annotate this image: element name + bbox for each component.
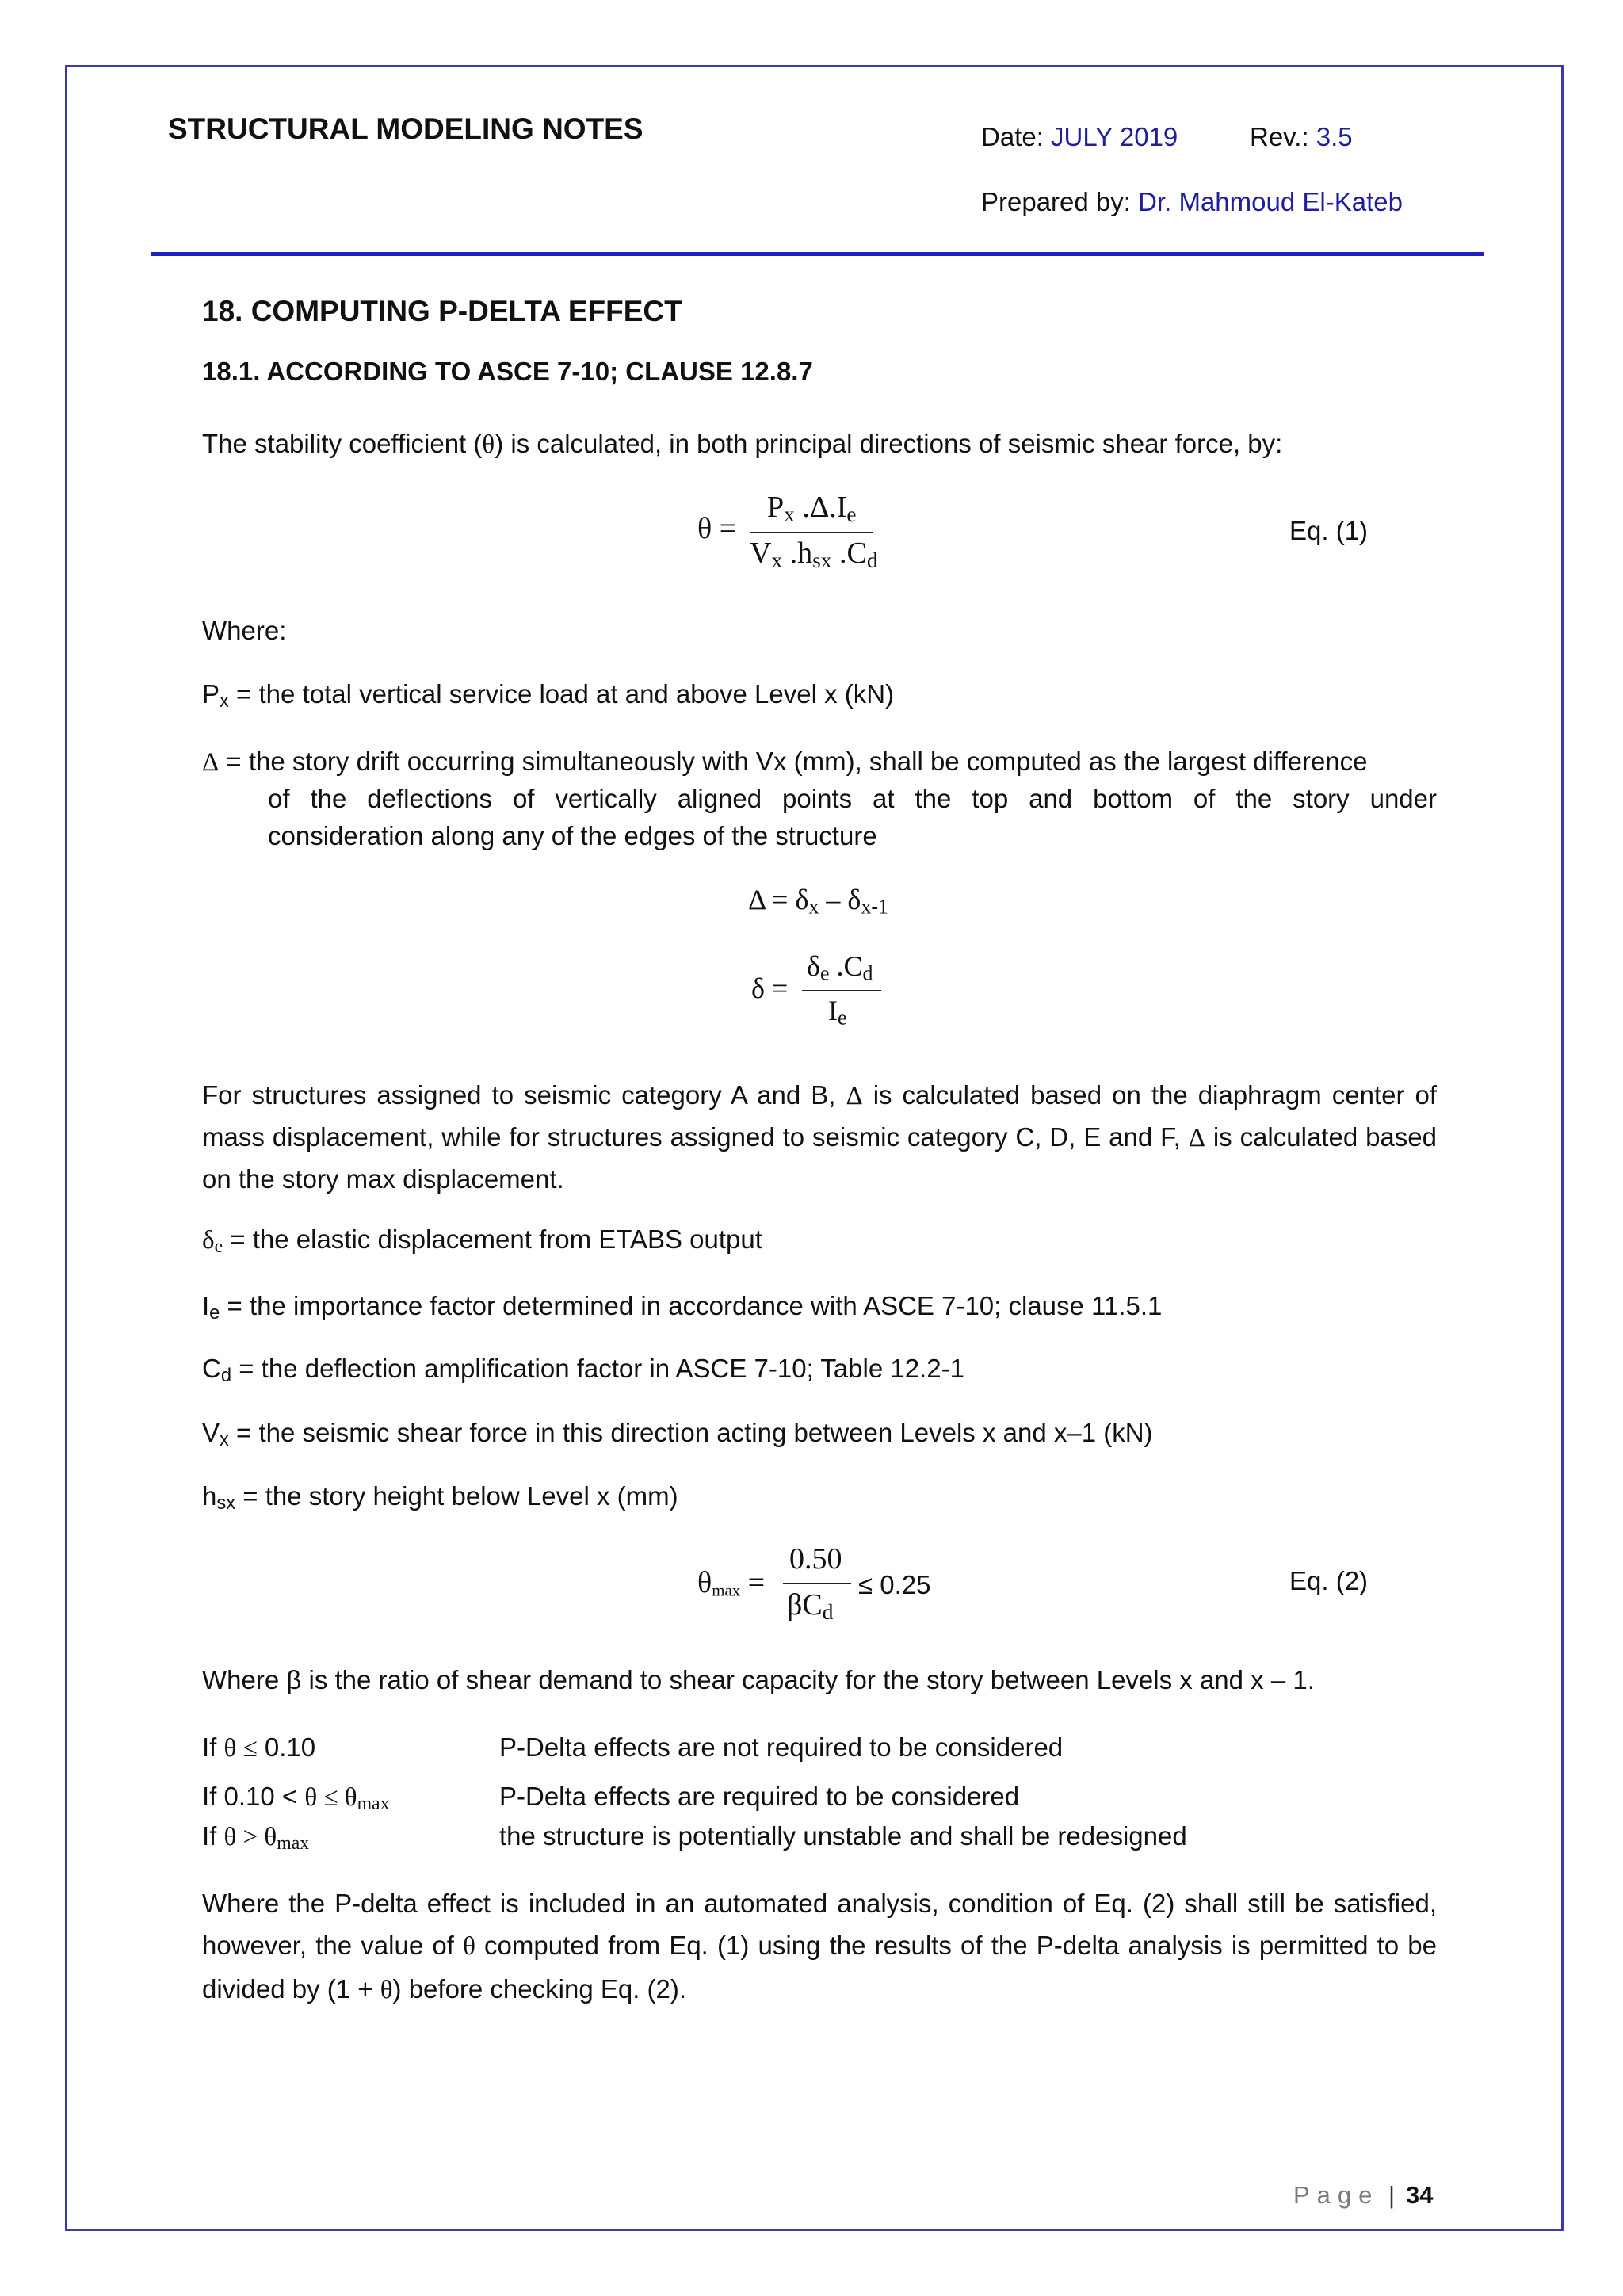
definition-hsx: $h_{sx}$ = the story height below Level x (mm) <box>202 1481 678 1515</box>
equation-2-limit: ≤ 0.25 <box>858 1570 931 1599</box>
revision-value: 3.5 <box>1316 122 1353 151</box>
where-label: Where: <box>202 616 287 645</box>
date-field <box>981 122 1178 152</box>
condition-1-right: P-Delta effects are not required to be considered <box>499 1733 1064 1762</box>
condition-2-left: If $0.10 < \theta \le \theta_{max}$ <box>202 1782 390 1815</box>
document-title: STRUCTURAL MODELING NOTES <box>168 113 643 145</box>
beta-definition: Where β is the ratio of shear demand to shear capacity for the story between Levels x and x – 1. <box>202 1665 1315 1694</box>
intro-text-a: The stability coefficient ( <box>202 429 483 458</box>
prepared-by-label: Prepared by: <box>981 187 1131 216</box>
closing-paragraph: Where the P-delta effect is included in an automated analysis, condition of Eq. (2) shall still be satisfied, however, the value of θ computed from Eq. (1) using the results of the P-delta analysis is permitted to be divided by (1 + θ) before checking Eq. (2). <box>202 1889 1437 2004</box>
prepared-by-field <box>981 187 1403 217</box>
prepared-by-value: Dr. Mahmoud El-Kateb <box>1138 187 1403 216</box>
condition-3-left: If $\theta > \theta_{max}$ <box>202 1821 310 1855</box>
definition-delta-e: $\delta_e$ = the elastic displacement from ETABS output <box>202 1224 762 1258</box>
condition-3-right: the structure is potentially unstable and shall be redesigned <box>499 1821 1187 1851</box>
definition-px: $P_x$ = the total vertical service load at and above Level x (kN) <box>202 679 895 712</box>
definition-cd: $C_d$ = the deflection amplification factor in ASCE 7-10; Table 12.2-1 <box>202 1354 964 1387</box>
definition-delta-cont-2: consideration along any of the edges of the structure <box>268 821 877 850</box>
equation-1-label: Eq. (1) <box>1289 516 1369 545</box>
date-value: JULY 2019 <box>1051 122 1178 151</box>
intro-paragraph <box>202 425 1282 464</box>
condition-1-left: If θ ≤ 0.10 <box>202 1733 316 1763</box>
definition-ie: $I_e$ = the importance factor determined in accordance with ASCE 7-10; clause 11.5.1 <box>202 1291 1163 1324</box>
revision-label: Rev.: <box>1250 122 1309 151</box>
category-paragraph: For structures assigned to seismic category A and B, Δ is calculated based on the diaphragm center of mass displacement, while for structures assigned to seismic category C, D, E and F, Δ is calculated based on the story max displacement. <box>202 1080 1437 1194</box>
header-divider <box>151 252 1484 256</box>
intro-text-b: ) is calculated, in both principal directions of seismic shear force, by: <box>495 429 1283 458</box>
theta-symbol: θ <box>482 430 495 459</box>
revision-field <box>1250 122 1353 152</box>
condition-2-right: P-Delta effects are required to be considered <box>499 1782 1020 1811</box>
definition-vx: $V_x$ = the seismic shear force in this direction acting between Levels x and x–1 (kN) <box>202 1418 1153 1451</box>
definition-delta: Δ = the story drift occurring simultaneously with Vx (mm), shall be computed as the largest difference <box>202 747 1368 777</box>
page-number: 34 <box>1406 2181 1434 2209</box>
equation-2-label: Eq. (2) <box>1289 1566 1369 1595</box>
equation-drift: $\Delta = \delta_x - \delta_{x-1}$ <box>748 884 888 919</box>
definition-delta-cont-1: of the deflections of vertically aligned points at the top and bottom of the story under <box>268 784 1437 813</box>
page-label: Page <box>1293 2181 1380 2209</box>
section-heading: 18. COMPUTING P-DELTA EFFECT <box>202 295 682 327</box>
page-separator: | <box>1388 2181 1396 2209</box>
subsection-heading: 18.1. ACCORDING TO ASCE 7-10; CLAUSE 12.8.7 <box>202 357 813 386</box>
date-label: Date: <box>981 122 1044 151</box>
